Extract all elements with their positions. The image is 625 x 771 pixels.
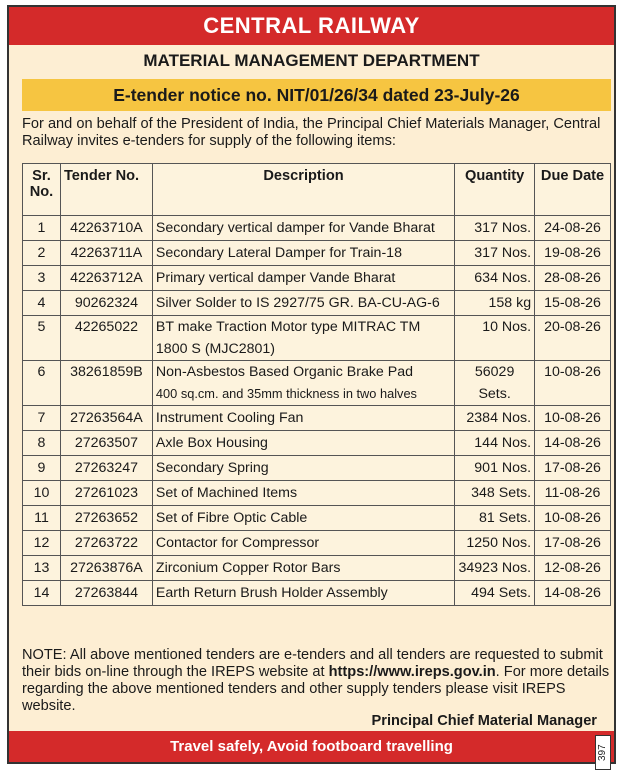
description-cell: Contactor for Compressor	[152, 531, 454, 556]
sr-no-cell: 13	[23, 556, 61, 581]
header-quantity: Quantity	[455, 164, 535, 216]
description-line: 400 sq.cm. and 35mm thickness in two halves	[155, 386, 417, 401]
due-date-cell: 11-08-26	[535, 481, 611, 506]
due-date-cell: 10-08-26	[535, 361, 611, 406]
due-date-cell: 28-08-26	[535, 266, 611, 291]
sr-no-cell: 12	[23, 531, 61, 556]
header-tender-no: Tender No.	[60, 164, 152, 216]
notice-title: E-tender notice no. NIT/01/26/34 dated 23-July-26	[22, 79, 611, 111]
tender-no-cell: 27261023	[60, 481, 152, 506]
header-banner: CENTRAL RAILWAY	[9, 7, 614, 45]
description-cell: Secondary Spring	[152, 456, 454, 481]
table-row	[23, 556, 611, 581]
description-cell: BT make Traction Motor type MITRAC TM 1800 S (MJC2801)	[152, 316, 454, 361]
quantity-cell: 81 Sets.	[455, 506, 535, 531]
quantity-cell: 2384 Nos.	[455, 406, 535, 431]
due-date-cell: 14-08-26	[535, 581, 611, 606]
ireps-link[interactable]: https://www.ireps.gov.in	[328, 664, 496, 680]
header-due-date: Due Date	[535, 164, 611, 216]
intro-text: For and on behalf of the President of India, the Principal Chief Materials Manager, Central Railway invites e-tenders for supply of the following items:	[22, 116, 601, 149]
description-cell: Earth Return Brush Holder Assembly	[152, 581, 454, 606]
quantity-cell: 901 Nos.	[455, 456, 535, 481]
tender-no-cell: 27263247	[60, 456, 152, 481]
tender-no-cell: 42263711A	[60, 241, 152, 266]
tender-no-cell: 42263712A	[60, 266, 152, 291]
sr-no-cell: 9	[23, 456, 61, 481]
quantity-line: 56029	[474, 364, 515, 380]
description-cell: Instrument Cooling Fan	[152, 406, 454, 431]
table-row	[23, 431, 611, 456]
quantity-cell: 317 Nos.	[455, 241, 535, 266]
quantity-cell	[455, 361, 535, 406]
table-row	[23, 481, 611, 506]
note-text	[22, 647, 611, 715]
sr-no-cell: 1	[23, 216, 61, 241]
quantity-cell: 634 Nos.	[455, 266, 535, 291]
due-date-cell: 17-08-26	[535, 531, 611, 556]
table-header-row	[23, 164, 611, 216]
table-row	[23, 581, 611, 606]
quantity-cell: 34923 Nos.	[455, 556, 535, 581]
sr-no-cell: 10	[23, 481, 61, 506]
tender-no-cell: 27263564A	[60, 406, 152, 431]
description-cell: Axle Box Housing	[152, 431, 454, 456]
due-date-cell: 10-08-26	[535, 406, 611, 431]
sr-no-cell: 4	[23, 291, 61, 316]
tender-no-cell: 90262324	[60, 291, 152, 316]
description-cell: Primary vertical damper Vande Bharat	[152, 266, 454, 291]
table-row	[23, 456, 611, 481]
sr-no-cell: 11	[23, 506, 61, 531]
table-row	[23, 361, 611, 406]
table-row	[23, 241, 611, 266]
table-row	[23, 216, 611, 241]
tender-table	[22, 163, 611, 606]
quantity-cell: 158 kg	[455, 291, 535, 316]
quantity-cell: 494 Sets.	[455, 581, 535, 606]
quantity-cell: 317 Nos.	[455, 216, 535, 241]
sr-no-cell: 3	[23, 266, 61, 291]
header-sr-no: Sr. No.	[23, 164, 61, 216]
due-date-cell: 12-08-26	[535, 556, 611, 581]
table-row	[23, 406, 611, 431]
quantity-cell: 144 Nos.	[455, 431, 535, 456]
sr-no-cell: 7	[23, 406, 61, 431]
tender-no-cell: 27263507	[60, 431, 152, 456]
tender-no-cell: 27263876A	[60, 556, 152, 581]
quantity-cell: 10 Nos.	[455, 316, 535, 361]
sr-no-cell: 14	[23, 581, 61, 606]
due-date-cell: 15-08-26	[535, 291, 611, 316]
due-date-cell: 24-08-26	[535, 216, 611, 241]
note-text-start: NOTE: All above mentioned tenders are e-tenders and all tenders are requested to submit their bids on-line through the IREPS website at	[22, 647, 603, 680]
tender-no-cell: 27263652	[60, 506, 152, 531]
tender-no-cell: 42263710A	[60, 216, 152, 241]
description-cell: Set of Fibre Optic Cable	[152, 506, 454, 531]
due-date-cell: 10-08-26	[535, 506, 611, 531]
description-line: Non-Asbestos Based Organic Brake Pad	[155, 364, 414, 380]
sr-no-cell: 6	[23, 361, 61, 406]
table-row	[23, 266, 611, 291]
due-date-cell: 20-08-26	[535, 316, 611, 361]
tender-advertisement	[7, 5, 616, 764]
description-cell: Secondary Lateral Damper for Train-18	[152, 241, 454, 266]
note-text-end: . For more details regarding the above mentioned tenders and other supply tenders please visit IREPS website.	[22, 664, 610, 714]
sr-no-cell: 2	[23, 241, 61, 266]
department-title: MATERIAL MANAGEMENT DEPARTMENT	[143, 51, 480, 70]
due-date-cell: 14-08-26	[535, 431, 611, 456]
description-cell: Zirconium Copper Rotor Bars	[152, 556, 454, 581]
quantity-cell: 1250 Nos.	[455, 531, 535, 556]
quantity-line: Sets.	[478, 386, 511, 402]
tender-no-cell: 27263844	[60, 581, 152, 606]
description-cell	[152, 361, 454, 406]
sr-no-cell: 8	[23, 431, 61, 456]
table-row	[23, 291, 611, 316]
tender-no-cell: 42265022	[60, 316, 152, 361]
quantity-cell: 348 Sets.	[455, 481, 535, 506]
ad-number: 397	[595, 735, 611, 770]
table-row	[23, 531, 611, 556]
table-row	[23, 506, 611, 531]
sr-no-cell: 5	[23, 316, 61, 361]
signature: Principal Chief Material Manager	[371, 713, 597, 729]
header-description: Description	[152, 164, 454, 216]
tender-no-cell: 27263722	[60, 531, 152, 556]
description-cell: Silver Solder to IS 2927/75 GR. BA-CU-AG-6	[152, 291, 454, 316]
table-row	[23, 316, 611, 361]
description-cell: Set of Machined Items	[152, 481, 454, 506]
description-cell: Secondary vertical damper for Vande Bharat	[152, 216, 454, 241]
due-date-cell: 19-08-26	[535, 241, 611, 266]
due-date-cell: 17-08-26	[535, 456, 611, 481]
footer-banner: Travel safely, Avoid footboard travelling	[9, 731, 614, 762]
tender-no-cell: 38261859B	[60, 361, 152, 406]
